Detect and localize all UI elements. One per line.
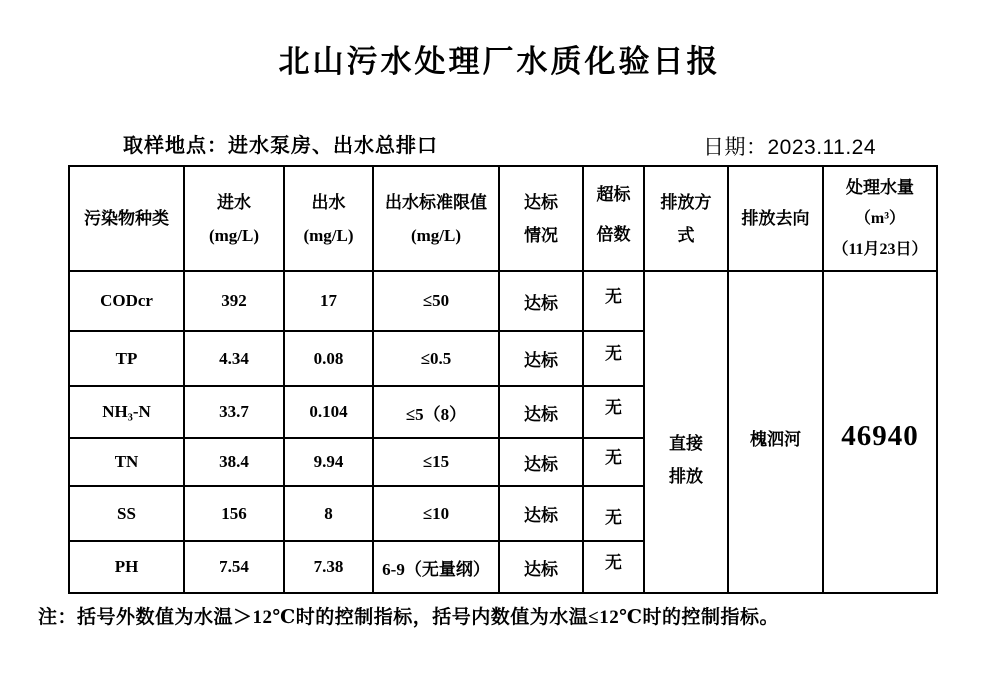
header-limit-unit: (mg/L)	[410, 225, 462, 245]
header-treated-volume	[823, 166, 937, 271]
header-limit	[373, 166, 499, 271]
table-row-codcr	[69, 271, 937, 331]
header-status-label-1: 达标	[524, 192, 558, 212]
effluent-value: 7.38	[284, 541, 373, 593]
exceed-value	[583, 438, 644, 486]
pollutant-name: TP	[69, 331, 184, 386]
pollutant-name: PH	[69, 541, 184, 593]
treated-volume-cell	[823, 271, 937, 593]
status-value: 达标	[499, 331, 583, 386]
water-quality-table	[68, 165, 938, 594]
discharge-method-line2: 排放	[669, 467, 703, 486]
discharge-method-line1: 直接	[669, 434, 703, 453]
status-value: 达标	[499, 541, 583, 593]
exceed-value	[583, 486, 644, 541]
exceed-value	[583, 386, 644, 438]
exceed-text: 无	[605, 447, 622, 467]
sampling-location-label: 取样地点：进水泵房、出水总排口	[123, 135, 438, 157]
header-volume-date: （11月23日）	[832, 241, 928, 258]
limit-value: ≤0.5	[373, 331, 499, 386]
limit-value: ≤50	[373, 271, 499, 331]
exceed-text: 无	[605, 552, 622, 572]
exceed-text: 无	[605, 344, 622, 363]
status-value: 达标	[499, 386, 583, 438]
influent-value: 38.4	[184, 438, 284, 486]
pollutant-name: NH₃-N	[69, 386, 184, 438]
header-method-label-2: 式	[677, 225, 695, 245]
exceed-text: 无	[605, 286, 622, 306]
page-title: 北山污水处理厂水质化验日报	[278, 44, 721, 79]
header-status	[499, 166, 583, 271]
exceed-value	[583, 541, 644, 593]
influent-value: 7.54	[184, 541, 284, 593]
header-limit-label: 出水标准限值	[385, 192, 487, 212]
header-influent-label: 进水	[217, 192, 251, 212]
header-effluent-unit: (mg/L)	[303, 225, 354, 245]
effluent-value: 9.94	[284, 438, 373, 486]
header-exceed-label-2: 倍数	[596, 225, 631, 244]
discharge-destination-text: 槐泗河	[750, 429, 801, 449]
influent-value: 392	[184, 271, 284, 331]
header-influent	[184, 166, 284, 271]
pollutant-name: CODcr	[69, 271, 184, 331]
header-exceed-label-1: 超标	[596, 185, 631, 204]
header-discharge-method	[644, 166, 728, 271]
status-value: 达标	[499, 438, 583, 486]
table-header-row	[69, 166, 937, 271]
effluent-value: 17	[284, 271, 373, 331]
exceed-value	[583, 331, 644, 386]
treated-volume-value: 46940	[841, 419, 919, 452]
exceed-text: 无	[605, 508, 622, 527]
discharge-method-text	[669, 427, 703, 493]
effluent-value: 8	[284, 486, 373, 541]
header-method-label-1: 排放方	[660, 192, 712, 212]
limit-value: 6-9（无量纲）	[373, 541, 499, 593]
header-volume-label: 处理水量	[846, 178, 914, 197]
header-pollutant	[69, 166, 184, 271]
status-value: 达标	[499, 271, 583, 331]
influent-value: 156	[184, 486, 284, 541]
header-volume-unit: （m³）	[854, 210, 906, 227]
limit-value: ≤10	[373, 486, 499, 541]
limit-value: ≤15	[373, 438, 499, 486]
pollutant-name: TN	[69, 438, 184, 486]
header-exceed	[583, 166, 644, 271]
header-effluent-label: 出水	[311, 192, 346, 212]
header-destination-label: 排放去向	[741, 209, 810, 228]
discharge-destination-cell	[728, 271, 823, 593]
effluent-value: 0.08	[284, 331, 373, 386]
header-discharge-destination	[728, 166, 823, 271]
effluent-value: 0.104	[284, 386, 373, 438]
status-value: 达标	[499, 486, 583, 541]
report-date-label: 日期：2023.11.24	[703, 136, 877, 159]
exceed-value	[583, 271, 644, 331]
header-pollutant-label: 污染物种类	[84, 209, 169, 228]
header-effluent	[284, 166, 373, 271]
influent-value: 33.7	[184, 386, 284, 438]
pollutant-name: SS	[69, 486, 184, 541]
discharge-method-cell	[644, 271, 728, 593]
limit-value: ≤5（8）	[373, 386, 499, 438]
exceed-text: 无	[605, 397, 622, 417]
influent-value: 4.34	[184, 331, 284, 386]
footnote: 注：括号外数值为水温＞12℃时的控制指标，括号内数值为水温≤12℃时的控制指标。	[38, 607, 779, 628]
header-status-label-2: 情况	[524, 225, 558, 245]
header-influent-unit: (mg/L)	[208, 225, 260, 245]
